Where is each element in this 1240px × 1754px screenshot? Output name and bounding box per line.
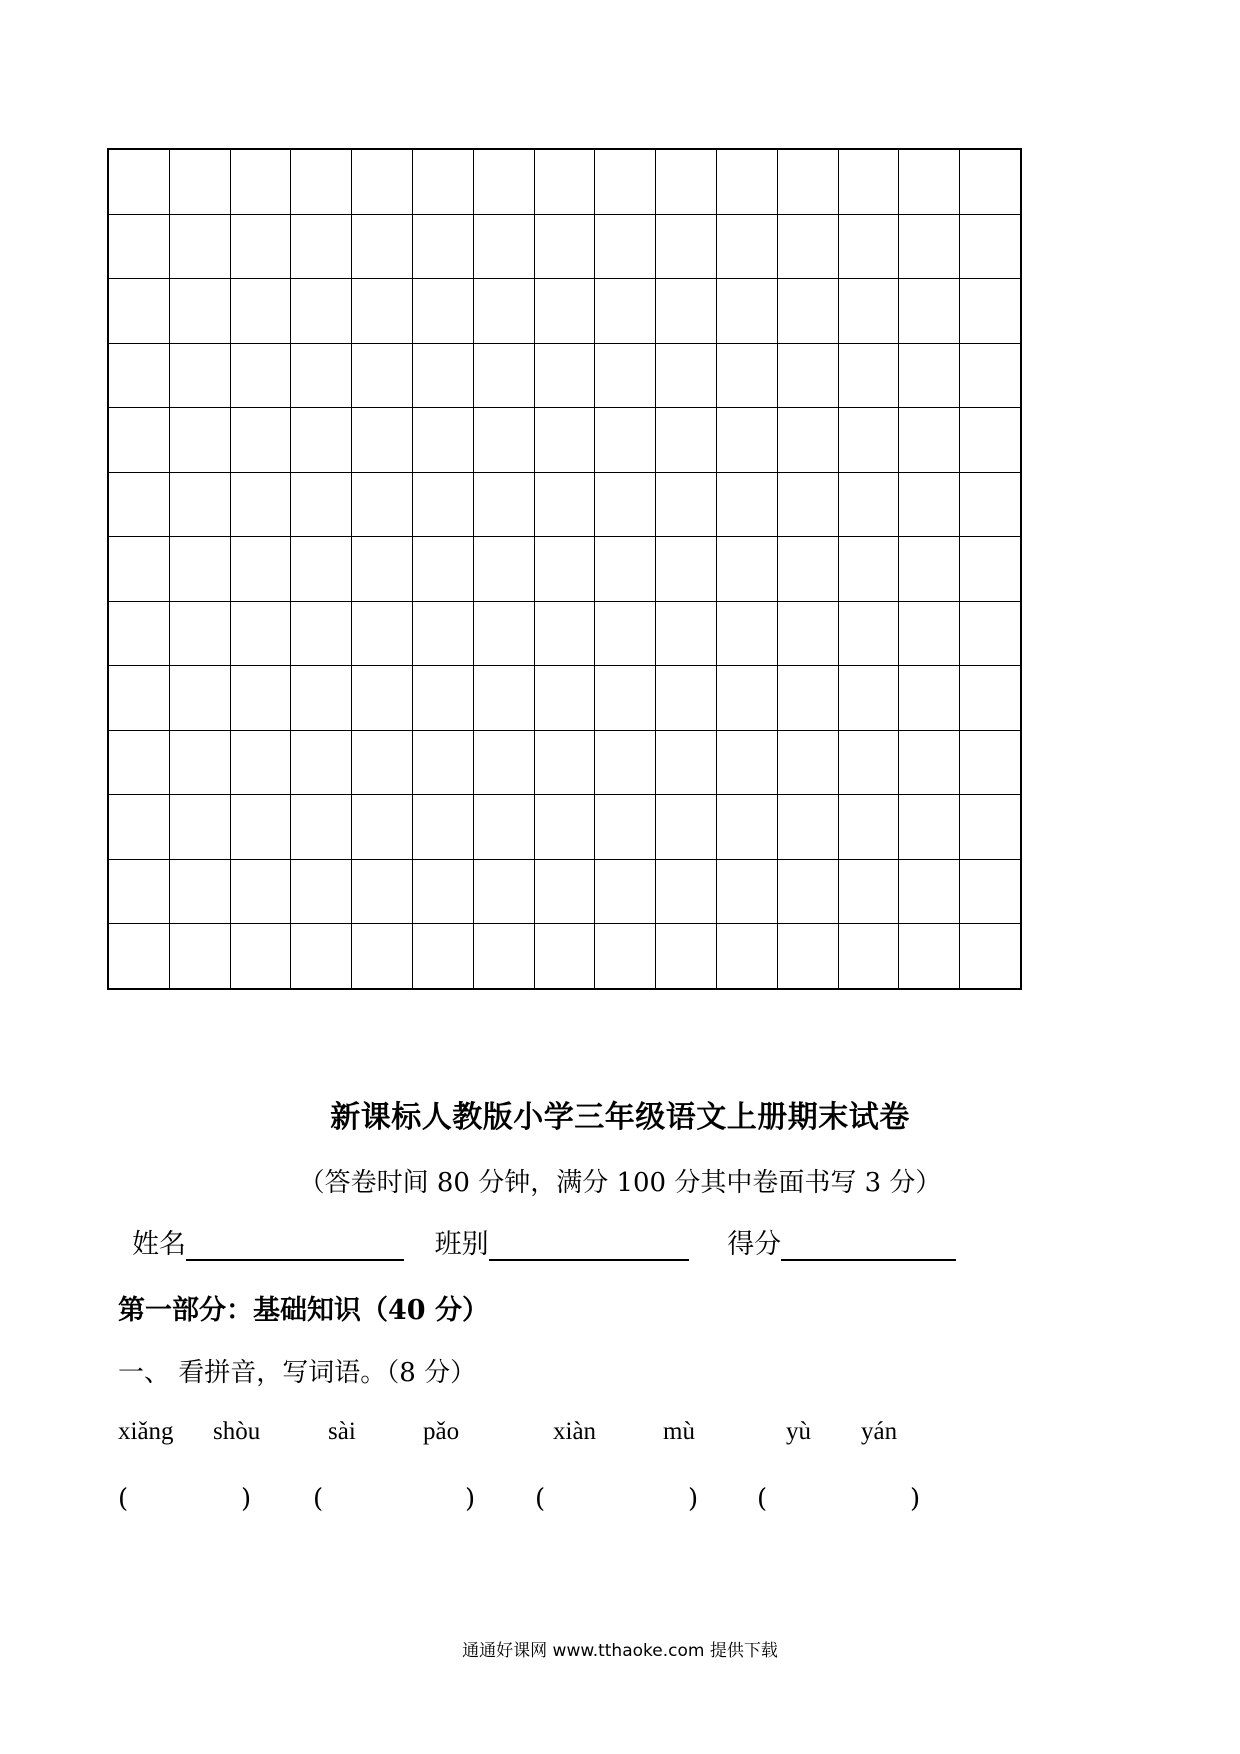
grid-cell[interactable] bbox=[352, 537, 413, 602]
answer-paren-open: ( bbox=[313, 1484, 324, 1514]
grid-cell[interactable] bbox=[838, 214, 899, 279]
grid-row bbox=[109, 601, 1021, 666]
grid-cell[interactable] bbox=[291, 795, 352, 860]
grid-cell[interactable] bbox=[838, 279, 899, 344]
grid-cell[interactable] bbox=[656, 214, 717, 279]
grid-cell[interactable] bbox=[960, 214, 1021, 279]
grid-cell[interactable] bbox=[656, 924, 717, 989]
grid-cell[interactable] bbox=[352, 279, 413, 344]
grid-cell[interactable] bbox=[960, 601, 1021, 666]
grid-cell[interactable] bbox=[412, 666, 473, 731]
grid-cell[interactable] bbox=[352, 859, 413, 924]
grid-cell[interactable] bbox=[534, 537, 595, 602]
grid-cell[interactable] bbox=[169, 859, 230, 924]
grid-cell[interactable] bbox=[109, 343, 170, 408]
grid-cell[interactable] bbox=[109, 150, 170, 215]
score-blank[interactable] bbox=[781, 1229, 956, 1261]
grid-cell[interactable] bbox=[412, 472, 473, 537]
grid-cell[interactable] bbox=[412, 795, 473, 860]
answer-paren-open: ( bbox=[535, 1484, 546, 1514]
grid-cell[interactable] bbox=[412, 859, 473, 924]
grid-cell[interactable] bbox=[534, 601, 595, 666]
grid-cell[interactable] bbox=[230, 150, 291, 215]
grid-cell[interactable] bbox=[777, 601, 838, 666]
answer-paren-close: ) bbox=[241, 1484, 252, 1514]
question-1-prompt: 一、 看拼音，写词语。（8 分） bbox=[118, 1358, 477, 1388]
grid-cell[interactable] bbox=[777, 279, 838, 344]
grid-cell[interactable] bbox=[230, 537, 291, 602]
grid-cell[interactable] bbox=[534, 279, 595, 344]
exam-title: 新课标人教版小学三年级语文上册期末试卷 bbox=[330, 1100, 910, 1135]
grid-cell[interactable] bbox=[595, 408, 656, 473]
grid-cell[interactable] bbox=[473, 859, 534, 924]
grid-cell[interactable] bbox=[838, 601, 899, 666]
grid-cell[interactable] bbox=[716, 408, 777, 473]
grid-cell[interactable] bbox=[716, 859, 777, 924]
grid-cell[interactable] bbox=[169, 601, 230, 666]
grid-cell[interactable] bbox=[473, 214, 534, 279]
grid-cell[interactable] bbox=[777, 150, 838, 215]
grid-row bbox=[109, 408, 1021, 473]
pinyin-word: pǎo bbox=[423, 1418, 460, 1445]
grid-cell[interactable] bbox=[169, 666, 230, 731]
grid-cell[interactable] bbox=[595, 537, 656, 602]
grid-cell[interactable] bbox=[777, 795, 838, 860]
grid-cell[interactable] bbox=[109, 666, 170, 731]
footer-text: 通通好课网 www.tthaoke.com 提供下载 bbox=[462, 1641, 778, 1661]
class-blank[interactable] bbox=[489, 1229, 689, 1261]
grid-table bbox=[108, 149, 1021, 989]
grid-cell[interactable] bbox=[960, 924, 1021, 989]
grid-row bbox=[109, 666, 1021, 731]
grid-row bbox=[109, 150, 1021, 215]
grid-cell[interactable] bbox=[656, 730, 717, 795]
grid-cell[interactable] bbox=[291, 601, 352, 666]
grid-cell[interactable] bbox=[777, 537, 838, 602]
grid-cell[interactable] bbox=[899, 795, 960, 860]
grid-cell[interactable] bbox=[109, 279, 170, 344]
grid-cell[interactable] bbox=[109, 537, 170, 602]
grid-cell[interactable] bbox=[230, 279, 291, 344]
grid-row bbox=[109, 279, 1021, 344]
grid-cell[interactable] bbox=[169, 924, 230, 989]
grid-cell[interactable] bbox=[960, 666, 1021, 731]
grid-row bbox=[109, 924, 1021, 989]
grid-cell[interactable] bbox=[352, 795, 413, 860]
grid-cell[interactable] bbox=[169, 279, 230, 344]
composition-grid bbox=[107, 148, 1022, 990]
grid-row bbox=[109, 472, 1021, 537]
grid-cell[interactable] bbox=[109, 214, 170, 279]
grid-cell[interactable] bbox=[595, 795, 656, 860]
grid-cell[interactable] bbox=[656, 601, 717, 666]
grid-cell[interactable] bbox=[716, 601, 777, 666]
grid-cell[interactable] bbox=[960, 730, 1021, 795]
grid-cell[interactable] bbox=[716, 537, 777, 602]
grid-cell[interactable] bbox=[960, 343, 1021, 408]
grid-cell[interactable] bbox=[412, 279, 473, 344]
grid-cell[interactable] bbox=[899, 472, 960, 537]
grid-cell[interactable] bbox=[656, 472, 717, 537]
grid-cell[interactable] bbox=[109, 859, 170, 924]
grid-cell[interactable] bbox=[595, 279, 656, 344]
grid-cell[interactable] bbox=[169, 472, 230, 537]
grid-cell[interactable] bbox=[291, 279, 352, 344]
grid-cell[interactable] bbox=[595, 214, 656, 279]
grid-cell[interactable] bbox=[473, 279, 534, 344]
pinyin-word: shòu bbox=[213, 1418, 261, 1445]
grid-cell[interactable] bbox=[838, 343, 899, 408]
grid-cell[interactable] bbox=[595, 666, 656, 731]
grid-cell[interactable] bbox=[291, 150, 352, 215]
grid-cell[interactable] bbox=[291, 666, 352, 731]
grid-cell[interactable] bbox=[230, 343, 291, 408]
grid-cell[interactable] bbox=[473, 666, 534, 731]
grid-cell[interactable] bbox=[777, 408, 838, 473]
grid-cell[interactable] bbox=[534, 214, 595, 279]
grid-cell[interactable] bbox=[473, 472, 534, 537]
grid-cell[interactable] bbox=[534, 150, 595, 215]
grid-cell[interactable] bbox=[412, 537, 473, 602]
grid-cell[interactable] bbox=[838, 730, 899, 795]
score-label: 得分 bbox=[727, 1229, 782, 1260]
grid-cell[interactable] bbox=[838, 924, 899, 989]
pinyin-word: yù bbox=[786, 1418, 811, 1445]
grid-row bbox=[109, 795, 1021, 860]
grid-cell[interactable] bbox=[595, 601, 656, 666]
grid-cell[interactable] bbox=[777, 343, 838, 408]
grid-cell[interactable] bbox=[412, 601, 473, 666]
grid-cell[interactable] bbox=[230, 795, 291, 860]
grid-cell[interactable] bbox=[473, 795, 534, 860]
grid-cell[interactable] bbox=[777, 666, 838, 731]
grid-cell[interactable] bbox=[838, 666, 899, 731]
grid-cell[interactable] bbox=[777, 472, 838, 537]
grid-cell[interactable] bbox=[473, 730, 534, 795]
grid-cell[interactable] bbox=[595, 472, 656, 537]
grid-cell[interactable] bbox=[595, 343, 656, 408]
grid-cell[interactable] bbox=[899, 537, 960, 602]
grid-cell[interactable] bbox=[838, 859, 899, 924]
grid-cell[interactable] bbox=[169, 537, 230, 602]
grid-cell[interactable] bbox=[899, 343, 960, 408]
grid-cell[interactable] bbox=[656, 666, 717, 731]
grid-cell[interactable] bbox=[412, 214, 473, 279]
grid-cell[interactable] bbox=[777, 214, 838, 279]
grid-cell[interactable] bbox=[109, 472, 170, 537]
grid-cell[interactable] bbox=[960, 472, 1021, 537]
grid-cell[interactable] bbox=[899, 408, 960, 473]
grid-cell[interactable] bbox=[899, 666, 960, 731]
pinyin-word: xiàn bbox=[553, 1418, 597, 1445]
grid-cell[interactable] bbox=[412, 730, 473, 795]
grid-cell[interactable] bbox=[534, 859, 595, 924]
grid-cell[interactable] bbox=[838, 408, 899, 473]
grid-cell[interactable] bbox=[656, 343, 717, 408]
grid-cell[interactable] bbox=[473, 408, 534, 473]
class-label: 班别 bbox=[434, 1229, 489, 1260]
grid-cell[interactable] bbox=[230, 472, 291, 537]
grid-cell[interactable] bbox=[352, 214, 413, 279]
grid-cell[interactable] bbox=[716, 795, 777, 860]
grid-cell[interactable] bbox=[960, 537, 1021, 602]
answer-paren-close: ) bbox=[688, 1484, 699, 1514]
grid-cell[interactable] bbox=[899, 214, 960, 279]
grid-cell[interactable] bbox=[169, 343, 230, 408]
grid-cell[interactable] bbox=[473, 924, 534, 989]
grid-cell[interactable] bbox=[109, 730, 170, 795]
grid-cell[interactable] bbox=[716, 924, 777, 989]
grid-cell[interactable] bbox=[960, 408, 1021, 473]
grid-cell[interactable] bbox=[291, 730, 352, 795]
grid-cell[interactable] bbox=[716, 472, 777, 537]
grid-cell[interactable] bbox=[656, 859, 717, 924]
grid-cell[interactable] bbox=[352, 666, 413, 731]
grid-cell[interactable] bbox=[534, 730, 595, 795]
grid-cell[interactable] bbox=[656, 537, 717, 602]
grid-cell[interactable] bbox=[716, 343, 777, 408]
grid-cell[interactable] bbox=[352, 924, 413, 989]
grid-cell[interactable] bbox=[291, 472, 352, 537]
grid-cell[interactable] bbox=[716, 214, 777, 279]
grid-cell[interactable] bbox=[838, 472, 899, 537]
grid-cell[interactable] bbox=[838, 795, 899, 860]
grid-cell[interactable] bbox=[960, 859, 1021, 924]
grid-cell[interactable] bbox=[534, 795, 595, 860]
grid-cell[interactable] bbox=[352, 408, 413, 473]
grid-cell[interactable] bbox=[291, 537, 352, 602]
grid-cell[interactable] bbox=[899, 730, 960, 795]
student-info-row bbox=[132, 1222, 978, 1261]
grid-cell[interactable] bbox=[899, 150, 960, 215]
grid-cell[interactable] bbox=[169, 408, 230, 473]
grid-cell[interactable] bbox=[412, 343, 473, 408]
grid-cell[interactable] bbox=[291, 343, 352, 408]
grid-cell[interactable] bbox=[230, 666, 291, 731]
grid-cell[interactable] bbox=[291, 924, 352, 989]
grid-cell[interactable] bbox=[716, 150, 777, 215]
grid-cell[interactable] bbox=[230, 730, 291, 795]
grid-cell[interactable] bbox=[169, 795, 230, 860]
grid-cell[interactable] bbox=[534, 666, 595, 731]
grid-cell[interactable] bbox=[352, 472, 413, 537]
grid-cell[interactable] bbox=[656, 279, 717, 344]
grid-cell[interactable] bbox=[352, 730, 413, 795]
name-label: 姓名 bbox=[132, 1229, 186, 1260]
grid-cell[interactable] bbox=[595, 924, 656, 989]
grid-cell[interactable] bbox=[352, 150, 413, 215]
exam-subtitle: （答卷时间 80 分钟，满分 100 分其中卷面书写 3 分） bbox=[298, 1168, 942, 1198]
grid-cell[interactable] bbox=[777, 730, 838, 795]
grid-cell[interactable] bbox=[534, 343, 595, 408]
grid-cell[interactable] bbox=[412, 150, 473, 215]
grid-cell[interactable] bbox=[960, 279, 1021, 344]
section-heading: 第一部分：基础知识（40 分） bbox=[118, 1295, 489, 1326]
grid-cell[interactable] bbox=[838, 537, 899, 602]
grid-cell[interactable] bbox=[838, 150, 899, 215]
grid-cell[interactable] bbox=[473, 537, 534, 602]
grid-row bbox=[109, 343, 1021, 408]
grid-cell[interactable] bbox=[595, 859, 656, 924]
grid-cell[interactable] bbox=[291, 214, 352, 279]
grid-cell[interactable] bbox=[230, 214, 291, 279]
pinyin-word: yán bbox=[861, 1418, 898, 1445]
grid-cell[interactable] bbox=[656, 150, 717, 215]
grid-cell[interactable] bbox=[230, 408, 291, 473]
grid-cell[interactable] bbox=[169, 730, 230, 795]
grid-cell[interactable] bbox=[230, 859, 291, 924]
name-blank[interactable] bbox=[186, 1229, 404, 1261]
grid-row bbox=[109, 859, 1021, 924]
grid-cell[interactable] bbox=[960, 150, 1021, 215]
grid-cell[interactable] bbox=[412, 924, 473, 989]
answer-paren-open: ( bbox=[757, 1484, 768, 1514]
grid-cell[interactable] bbox=[412, 408, 473, 473]
grid-row bbox=[109, 214, 1021, 279]
grid-cell[interactable] bbox=[595, 730, 656, 795]
grid-cell[interactable] bbox=[534, 472, 595, 537]
grid-cell[interactable] bbox=[473, 150, 534, 215]
grid-cell[interactable] bbox=[473, 601, 534, 666]
grid-cell[interactable] bbox=[109, 601, 170, 666]
grid-cell[interactable] bbox=[291, 859, 352, 924]
grid-cell[interactable] bbox=[291, 408, 352, 473]
grid-cell[interactable] bbox=[899, 859, 960, 924]
answer-paren-close: ) bbox=[465, 1484, 476, 1514]
grid-cell[interactable] bbox=[230, 601, 291, 666]
grid-cell[interactable] bbox=[534, 924, 595, 989]
grid-cell[interactable] bbox=[899, 601, 960, 666]
grid-cell[interactable] bbox=[352, 601, 413, 666]
grid-cell[interactable] bbox=[716, 279, 777, 344]
grid-cell[interactable] bbox=[777, 859, 838, 924]
grid-cell[interactable] bbox=[169, 150, 230, 215]
answer-paren-close: ) bbox=[910, 1484, 921, 1514]
pinyin-word: sài bbox=[328, 1418, 356, 1445]
grid-cell[interactable] bbox=[656, 408, 717, 473]
grid-cell[interactable] bbox=[716, 730, 777, 795]
grid-cell[interactable] bbox=[352, 343, 413, 408]
grid-cell[interactable] bbox=[960, 795, 1021, 860]
pinyin-word: xiǎng bbox=[118, 1418, 174, 1445]
grid-cell[interactable] bbox=[595, 150, 656, 215]
grid-cell[interactable] bbox=[899, 279, 960, 344]
grid-cell[interactable] bbox=[656, 795, 717, 860]
pinyin-word: mù bbox=[663, 1418, 695, 1445]
answer-paren-open: ( bbox=[118, 1484, 129, 1514]
grid-cell[interactable] bbox=[169, 214, 230, 279]
grid-cell[interactable] bbox=[716, 666, 777, 731]
grid-cell[interactable] bbox=[109, 408, 170, 473]
grid-row bbox=[109, 537, 1021, 602]
grid-cell[interactable] bbox=[109, 924, 170, 989]
grid-cell[interactable] bbox=[899, 924, 960, 989]
grid-cell[interactable] bbox=[473, 343, 534, 408]
grid-cell[interactable] bbox=[230, 924, 291, 989]
grid-cell[interactable] bbox=[534, 408, 595, 473]
grid-cell[interactable] bbox=[777, 924, 838, 989]
grid-row bbox=[109, 730, 1021, 795]
grid-cell[interactable] bbox=[109, 795, 170, 860]
